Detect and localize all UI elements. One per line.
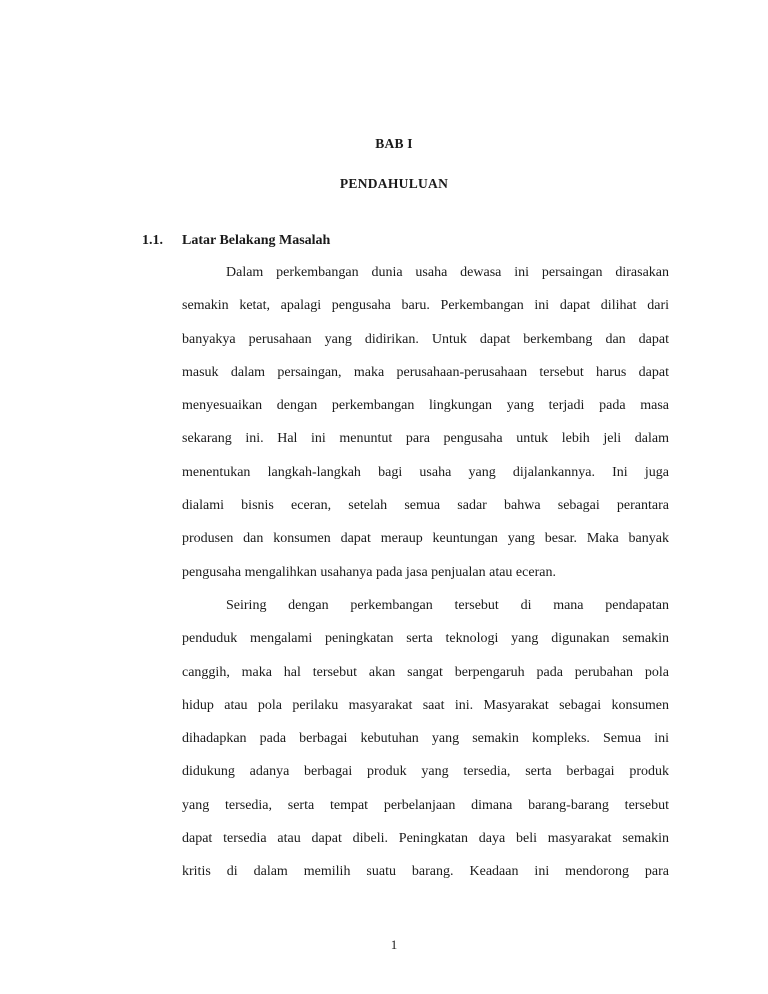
- text-line: kritis di dalam memilih suatu barang. Keadaan ini mendorong para: [182, 864, 669, 880]
- text-line: masuk dalam persaingan, maka perusahaan-perusahaan tersebut harus dapat: [182, 364, 669, 380]
- section-heading: [142, 233, 330, 249]
- chapter-label: BAB I: [375, 136, 413, 151]
- text-line: pengusaha mengalihkan usahanya pada jasa penjualan atau eceran.: [182, 564, 556, 580]
- section-number: 1.1.: [142, 233, 163, 248]
- chapter-title: PENDAHULUAN: [339, 176, 449, 191]
- text-line: yang tersedia, serta tempat perbelanjaan dimana barang-barang tersebut: [182, 797, 669, 813]
- text-line: Dalam perkembangan dunia usaha dewasa ini persaingan dirasakan: [226, 265, 669, 280]
- paragraph-2: [182, 589, 669, 889]
- paragraph-1: [182, 256, 669, 589]
- text-line: penduduk mengalami peningkatan serta teknologi yang digunakan semakin: [182, 631, 669, 647]
- page-number: 1: [390, 937, 398, 952]
- text-line: dapat tersedia atau dapat dibeli. Peningkatan daya beli masyarakat semakin: [182, 831, 669, 847]
- body-text: [182, 256, 669, 889]
- text-line: Seiring dengan perkembangan tersebut di mana pendapatan: [226, 597, 669, 613]
- text-line: hidup atau pola perilaku masyarakat saat ini. Masyarakat sebagai konsumen: [182, 697, 669, 713]
- text-line: banyakya perusahaan yang didirikan. Untuk dapat berkembang dan dapat: [182, 331, 669, 347]
- text-line: dialami bisnis eceran, setelah semua sadar bahwa sebagai perantara: [182, 498, 669, 514]
- text-line: sekarang ini. Hal ini menuntut para pengusaha untuk lebih jeli dalam: [182, 431, 669, 447]
- section-title: Latar Belakang Masalah: [182, 233, 331, 248]
- text-line: dihadapkan pada berbagai kebutuhan yang semakin kompleks. Semua ini: [182, 731, 669, 747]
- text-line: semakin ketat, apalagi pengusaha baru. Perkembangan ini dapat dilihat dari: [182, 298, 669, 314]
- text-line: didukung adanya berbagai produk yang tersedia, serta berbagai produk: [182, 764, 669, 780]
- text-line: menentukan langkah-langkah bagi usaha yang dijalankannya. Ini juga: [182, 464, 669, 480]
- text-line: produsen dan konsumen dapat meraup keuntungan yang besar. Maka banyak: [182, 531, 669, 547]
- text-line: menyesuaikan dengan perkembangan lingkungan yang terjadi pada masa: [182, 398, 669, 414]
- text-line: canggih, maka hal tersebut akan sangat berpengaruh pada perubahan pola: [182, 664, 669, 680]
